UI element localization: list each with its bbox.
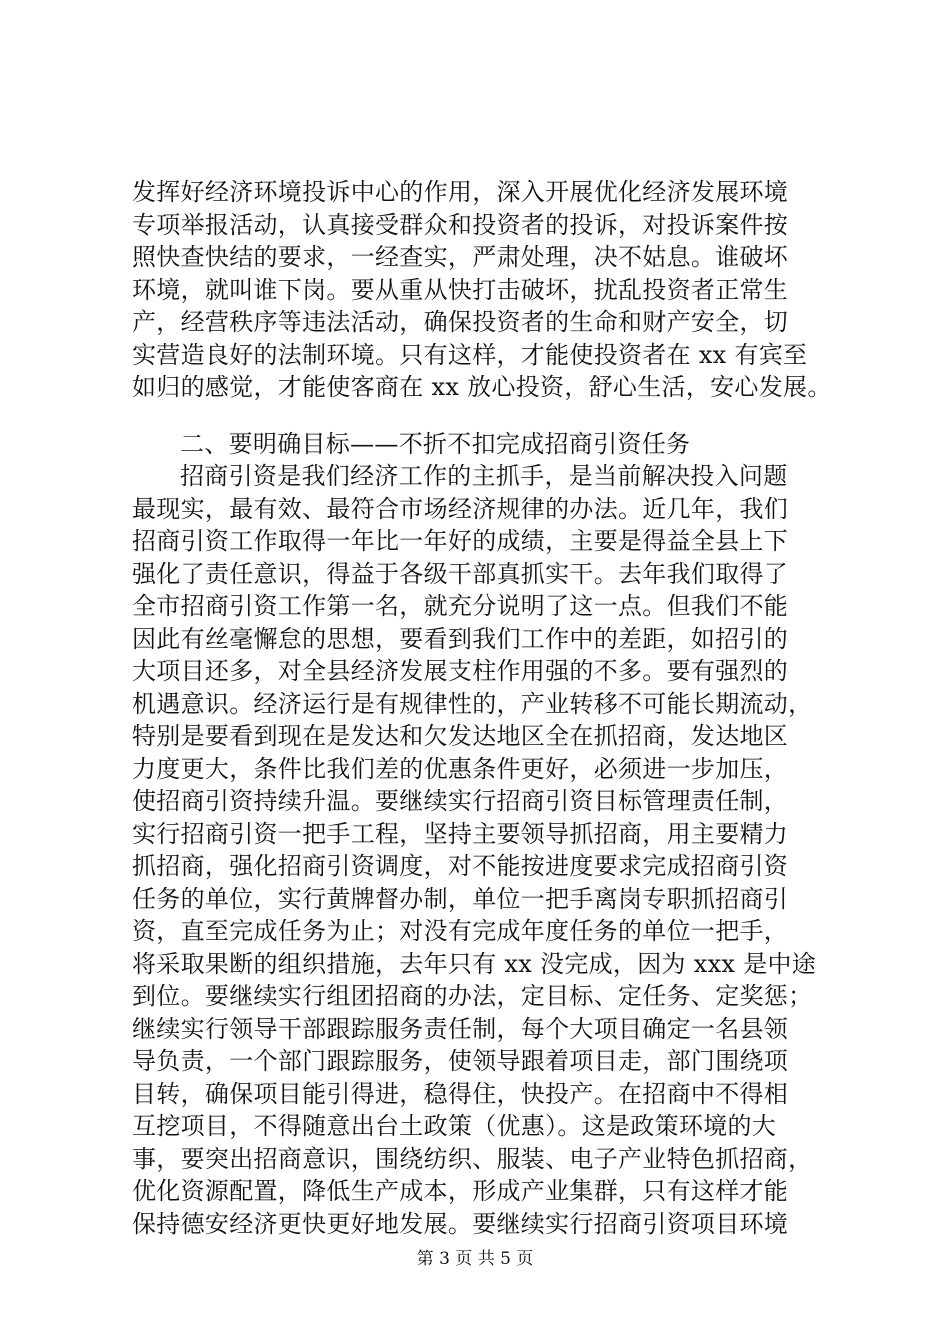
text-line: 互挖项目，不得随意出台土政策（优惠）。这是政策环境的大 [132, 1112, 777, 1140]
text-line: 机遇意识。经济运行是有规律性的，产业转移不可能长期流动， [132, 689, 813, 718]
text-line: 因此有丝毫懈怠的思想，要看到我们工作中的差距，如招引的 [132, 624, 789, 653]
section-heading: 二、要明确目标——不折不扣完成招商引资任务 [180, 429, 691, 458]
text-line: 资，直至完成任务为止；对没有完成年度任务的单位一把手， [132, 917, 789, 945]
text-line: 强化了责任意识，得益于各级干部真抓实干。去年我们取得了 [132, 559, 789, 588]
text-line: 最现实，最有效、最符合市场经济规律的办法。近几年，我们 [132, 494, 789, 523]
text-line: 全市招商引资工作第一名，就充分说明了这一点。但我们不能 [132, 592, 789, 620]
text-line: 照快查快结的要求，一经查实，严肃处理，决不姑息。谁破坏 [132, 243, 789, 271]
text-line: 将采取果断的组织措施，去年只有 xx 没完成，因为 xxx 是中途 [132, 949, 817, 978]
text-line: 使招商引资持续升温。要继续实行招商引资目标管理责任制， [132, 787, 789, 815]
paragraph-investment [132, 460, 832, 1240]
text-line: 到位。要继续实行组团招商的办法，定目标、定任务、定奖惩； [132, 982, 813, 1010]
text-line: 事，要突出招商意识，围绕纺织、服装、电子产业特色抓招商， [132, 1144, 813, 1173]
text-line: 保持德安经济更快更好地发展。要继续实行招商引资项目环境 [132, 1209, 789, 1238]
text-line: 招商引资是我们经济工作的主抓手，是当前解决投入问题 [180, 462, 788, 490]
text-line: 力度更大，条件比我们差的优惠条件更好，必须进一步加压， [132, 754, 789, 783]
text-line: 继续实行领导干部跟踪服务责任制，每个大项目确定一名县领 [132, 1014, 789, 1043]
text-line: 如归的感觉，才能使客商在 xx 放心投资，舒心生活，安心发展。 [132, 373, 832, 401]
paragraph-spacer [132, 404, 832, 428]
text-line: 实营造良好的法制环境。只有这样，才能使投资者在 xx 有宾至 [132, 340, 808, 369]
text-line: 发挥好经济环境投诉中心的作用，深入开展优化经济发展环境 [132, 178, 789, 206]
document-body [132, 176, 832, 1240]
text-line: 产，经营秩序等违法活动，确保投资者的生命和财产安全，切 [132, 308, 789, 336]
text-line: 导负责，一个部门跟踪服务，使领导跟着项目走，部门围绕项 [132, 1047, 789, 1075]
text-line: 招商引资工作取得一年比一年好的成绩，主要是得益全县上下 [132, 527, 789, 555]
text-line: 实行招商引资一把手工程，坚持主要领导抓招商，用主要精力 [132, 819, 789, 848]
text-line: 目转，确保项目能引得进，稳得住，快投产。在招商中不得相 [132, 1079, 789, 1108]
text-line: 特别是要看到现在是发达和欠发达地区全在抓招商，发达地区 [132, 722, 789, 750]
page-number-footer: 第 3 页 共 5 页 [416, 1249, 534, 1269]
paragraph-environment [132, 176, 832, 404]
text-line: 抓招商，强化招商引资调度，对不能按进度要求完成招商引资 [132, 852, 789, 880]
text-line: 任务的单位，实行黄牌督办制，单位一把手离岗专职抓招商引 [132, 884, 789, 913]
text-line: 大项目还多，对全县经济发展支柱作用强的不多。要有强烈的 [132, 657, 789, 685]
text-line: 环境，就叫谁下岗。要从重从快打击破坏，扰乱投资者正常生 [132, 275, 789, 304]
text-line: 专项举报活动，认真接受群众和投资者的投诉，对投诉案件按 [132, 210, 789, 239]
text-line: 优化资源配置，降低生产成本，形成产业集群，只有这样才能 [132, 1177, 789, 1205]
